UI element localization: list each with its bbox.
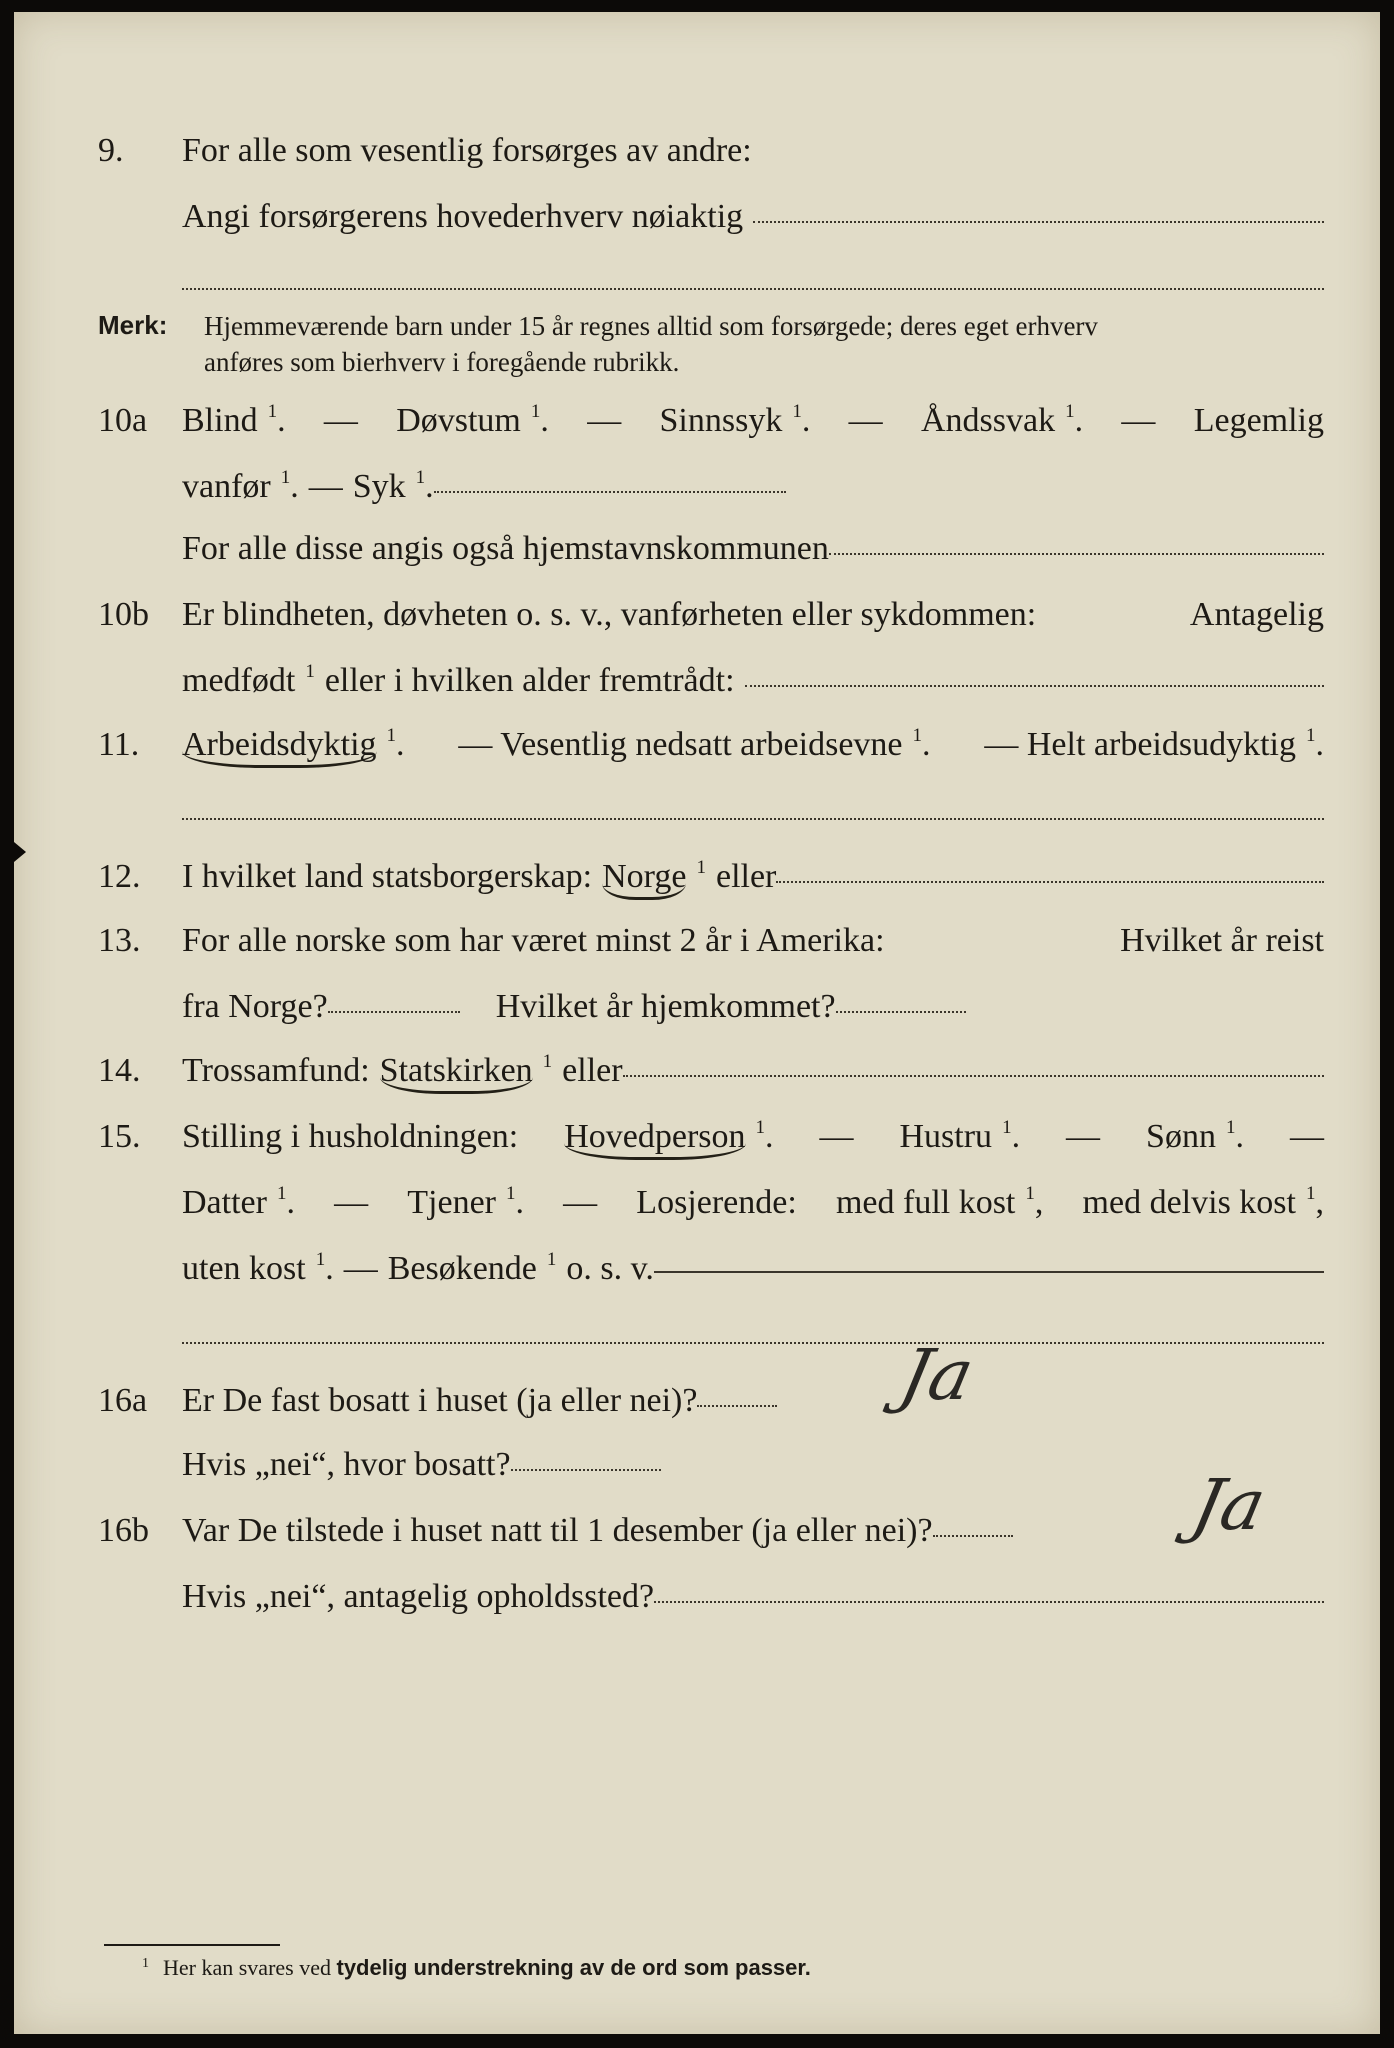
q11-number: 11. — [98, 726, 140, 763]
q16b-answer-field[interactable] — [933, 1535, 1013, 1537]
dash: — — [1289, 1118, 1324, 1155]
q12-opt-norge[interactable]: Norge $^1$ — [602, 858, 706, 896]
q9-row — [14, 132, 1380, 176]
q15-extra-line[interactable] — [182, 1342, 1324, 1344]
dash: — — [1121, 402, 1156, 439]
q10a-opt-legemlig[interactable]: Legemlig — [1193, 402, 1324, 439]
footnote-bold-text: tydelig understrekning av de ord som passer. — [336, 1955, 811, 1980]
footnote — [142, 1955, 811, 1981]
q16b-text: Var De tilstede i huset natt til 1 desember (ja eller nei)? — [182, 1512, 933, 1549]
q13-reist-field[interactable] — [328, 1011, 460, 1013]
q12-text: I hvilket land statsborgerskap: — [182, 858, 593, 895]
q11-opt-udyktig[interactable]: — Helt arbeidsudyktig $^1$. — [984, 725, 1324, 763]
q13-text: For alle norske som har været minst 2 år i Amerika: — [182, 922, 885, 959]
q12-eller: eller — [715, 858, 777, 895]
q15-opt-uten-kost[interactable]: uten kost $^1$. — [182, 1249, 334, 1287]
q10a-opt-syk[interactable]: Syk $^1$. — [352, 467, 434, 505]
q15-opt-full-kost[interactable]: med full kost $^1$, — [835, 1183, 1044, 1221]
q15-row-2 — [14, 1184, 1380, 1228]
q15-osv: o. s. v. — [566, 1250, 654, 1287]
q13-number: 13. — [98, 922, 141, 959]
q10a-opt-dovstum[interactable]: Døvstum $^1$. — [396, 401, 549, 439]
q10b-opt-antagelig[interactable]: Antagelig — [1189, 596, 1324, 633]
q10a-syk-field[interactable] — [434, 491, 786, 493]
dash: — — [334, 1184, 369, 1221]
q10a-hjemstavn-field[interactable] — [829, 553, 1324, 555]
dash: — — [563, 1184, 598, 1221]
q9-number: 9. — [98, 132, 124, 169]
q16a-answer-field[interactable] — [697, 1405, 777, 1407]
dash: — — [323, 402, 358, 439]
footnote-marker: 1 — [142, 1956, 149, 1971]
q16b-oppholdssted-field[interactable] — [654, 1601, 1324, 1603]
q9-text: For alle som vesentlig forsørges av andre: — [182, 132, 752, 169]
merk-line-2: anføres som bierhverv i foregående rubrikk. — [204, 347, 680, 377]
q10a-opt-vanfor[interactable]: vanfør $^1$. — [182, 467, 299, 505]
dash: — — [1066, 1118, 1101, 1155]
q16a-bosatt-field[interactable] — [511, 1469, 661, 1471]
q15-opt-besokende[interactable]: Besøkende $^1$ — [387, 1249, 557, 1287]
dash: — — [848, 402, 883, 439]
q10a-row-2 — [14, 468, 1380, 512]
q12-number: 12. — [98, 858, 141, 895]
footnote-text: Her kan svares ved — [163, 1955, 331, 1980]
q14-text: Trossamfund: — [182, 1052, 370, 1089]
q16b-hvis-text: Hvis „nei“, antagelig opholdssted? — [182, 1578, 655, 1615]
q14-number: 14. — [98, 1052, 141, 1089]
q15-row — [14, 1118, 1380, 1162]
q14-row — [14, 1052, 1380, 1096]
q16a-number: 16a — [98, 1382, 148, 1419]
q11-opt-arbeidsdyktig[interactable]: Arbeidsdyktig $^1$. — [182, 726, 405, 764]
q15-opt-sonn[interactable]: Sønn $^1$. — [1146, 1117, 1244, 1155]
q10b-row-2 — [14, 662, 1380, 706]
q13-row-2 — [14, 988, 1380, 1032]
q14-trossamfund-field[interactable] — [623, 1075, 1324, 1077]
q13-reist-text: Hvilket år reist — [1120, 922, 1324, 959]
q11-opt-nedsatt[interactable]: — Vesentlig nedsatt arbeidsevne $^1$. — [458, 725, 931, 763]
q16a-row — [14, 1382, 1380, 1426]
dash: — — [819, 1118, 854, 1155]
q15-row-3 — [14, 1250, 1380, 1294]
q16b-row — [14, 1512, 1380, 1556]
dash: — — [587, 402, 622, 439]
merk-label: Merk: — [98, 310, 168, 340]
q16b-number: 16b — [98, 1512, 149, 1549]
q13-hjemkommet-text: Hvilket år hjemkommet? — [495, 988, 836, 1025]
q15-opt-hustru[interactable]: Hustru $^1$. — [899, 1117, 1021, 1155]
q14-eller: eller — [562, 1052, 623, 1089]
q9-answer-row — [14, 198, 1380, 242]
q9-prompt: Angi forsørgerens hovederhverv nøiaktig — [182, 198, 744, 235]
q9-extra-line[interactable] — [182, 288, 1324, 290]
q12-land-field[interactable] — [776, 881, 1324, 883]
q10a-hjemstavn-text: For alle disse angis også hjemstavnskommunen — [182, 530, 829, 567]
q16a-handwritten-answer: Ja — [893, 1334, 981, 1416]
q15-opt-delvis-kost[interactable]: med delvis kost $^1$, — [1082, 1183, 1324, 1221]
q16b-handwritten-answer: Ja — [1185, 1464, 1273, 1546]
q10b-row — [14, 596, 1380, 640]
q11-extra-line[interactable] — [182, 818, 1324, 820]
q14-opt-statskirken[interactable]: Statskirken $^1$ — [380, 1052, 552, 1090]
q10a-opt-andssvak[interactable]: Åndssvak $^1$. — [920, 401, 1084, 439]
q15-losjerende: Losjerende: — [636, 1184, 797, 1221]
q10a-opt-blind[interactable]: Blind $^1$. — [182, 401, 286, 439]
q15-other-field[interactable] — [654, 1271, 1324, 1273]
q15-number: 15. — [98, 1118, 141, 1155]
q13-row — [14, 922, 1380, 966]
q16a-hvis-text: Hvis „nei“, hvor bosatt? — [182, 1446, 511, 1483]
dash: — — [308, 468, 343, 505]
q10b-number: 10b — [98, 596, 149, 633]
q10a-row-3 — [14, 530, 1380, 574]
q13-hjemkommet-field[interactable] — [836, 1011, 966, 1013]
dash: — — [343, 1250, 378, 1287]
q15-opt-hovedperson[interactable]: Hovedperson $^1$. — [564, 1118, 773, 1156]
census-form-page — [14, 12, 1380, 2034]
q13-fra-norge-text: fra Norge? — [182, 988, 328, 1025]
q11-row — [14, 726, 1380, 770]
q10a-opt-sinnssyk[interactable]: Sinnssyk $^1$. — [659, 401, 811, 439]
q16a-row-2 — [14, 1446, 1380, 1490]
q10b-opt-medfodt[interactable]: medfødt $^1$ — [182, 661, 315, 699]
q10a-row — [14, 402, 1380, 446]
q15-opt-datter[interactable]: Datter $^1$. — [182, 1183, 295, 1221]
q10b-alder-field[interactable] — [745, 685, 1324, 687]
merk-line-1: Hjemmeværende barn under 15 år regnes alltid som forsørgede; deres eget erhverv — [204, 311, 1098, 341]
q16a-text: Er De fast bosatt i huset (ja eller nei)? — [182, 1382, 698, 1419]
q16b-row-2 — [14, 1578, 1380, 1622]
q9-answer-field[interactable] — [753, 221, 1324, 223]
q15-text: Stilling i husholdningen: — [182, 1118, 519, 1155]
q10b-text: Er blindheten, døvheten o. s. v., vanførheten eller sykdommen: — [182, 596, 1037, 633]
q15-opt-tjener[interactable]: Tjener $^1$. — [407, 1183, 524, 1221]
q10b-alder-text: eller i hvilken alder fremtrådt: — [324, 662, 735, 699]
q10a-number: 10a — [98, 402, 148, 439]
q12-row — [14, 858, 1380, 902]
merk-note — [204, 308, 1324, 380]
footnote-rule — [104, 1944, 280, 1946]
